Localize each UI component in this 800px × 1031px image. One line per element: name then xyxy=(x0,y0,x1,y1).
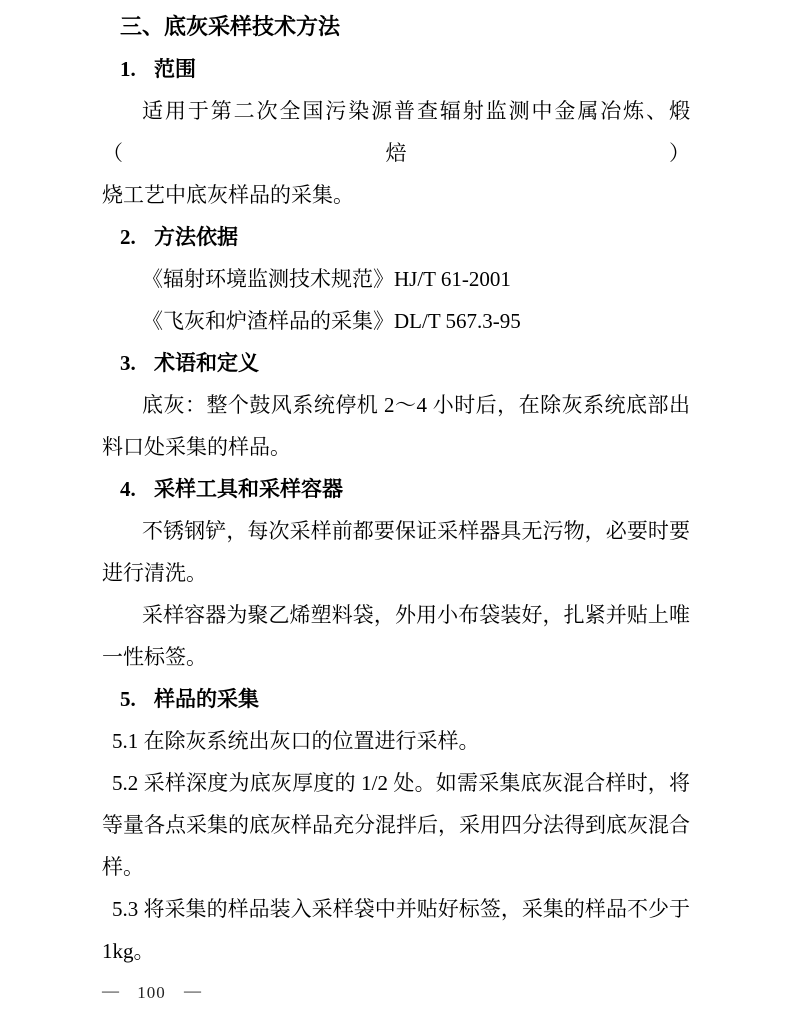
section-title: 采样工具和采样容器 xyxy=(154,477,343,501)
section-title: 术语和定义 xyxy=(154,351,259,375)
paragraph-line: 料口处采集的样品。 xyxy=(102,435,291,459)
section-title: 方法依据 xyxy=(154,225,238,249)
section-5-heading xyxy=(102,678,690,720)
section-terms-definitions xyxy=(102,342,690,468)
document-title: 三、底灰采样技术方法 xyxy=(120,14,341,39)
section-2-heading xyxy=(102,216,690,258)
section-number: 2. xyxy=(120,225,136,249)
footer-dash-right: — xyxy=(184,981,201,1000)
paragraph-line: 底灰：整个鼓风系统停机 2～4 小时后，在除灰系统底部出 xyxy=(142,393,690,417)
reference-line: 《飞灰和炉渣样品的采集》DL/T 567.3-95 xyxy=(142,309,521,333)
clause-line: 5.3 将采集的样品装入采样袋中并贴好标签，采集的样品不少于 xyxy=(112,897,690,921)
clause-line: 5.1 在除灰系统出灰口的位置进行采样。 xyxy=(112,729,480,753)
section-1-heading xyxy=(102,48,690,90)
section-scope xyxy=(102,48,690,216)
paragraph-line: 烧工艺中底灰样品的采集。 xyxy=(102,183,354,207)
reference-line: 《辐射环境监测技术规范》HJ/T 61-2001 xyxy=(142,267,511,291)
paragraph-line: 进行清洗。 xyxy=(102,561,207,585)
clause-line: 等量各点采集的底灰样品充分混拌后，采用四分法得到底灰混合 xyxy=(102,813,690,837)
clause-line: 1kg。 xyxy=(102,939,155,963)
paragraph-line: 适用于第二次全国污染源普查辐射监测中金属冶炼、煅（焙） xyxy=(102,99,690,165)
section-sample-collection xyxy=(102,678,690,972)
section-method-basis xyxy=(102,216,690,342)
section-number: 3. xyxy=(120,351,136,375)
section-tools-containers xyxy=(102,468,690,678)
clause-line: 样。 xyxy=(102,855,144,879)
section-4-heading xyxy=(102,468,690,510)
clause-line: 5.2 采样深度为底灰厚度的 1/2 处。如需采集底灰混合样时，将 xyxy=(112,771,690,795)
footer-dash-left: — xyxy=(102,981,119,1000)
page-footer xyxy=(0,982,800,1004)
section-3-heading xyxy=(102,342,690,384)
section-number: 5. xyxy=(120,687,136,711)
section-title: 范围 xyxy=(154,57,196,81)
paragraph-line: 采样容器为聚乙烯塑料袋，外用小布袋装好，扎紧并贴上唯 xyxy=(142,603,690,627)
paragraph-line: 不锈钢铲，每次采样前都要保证采样器具无污物，必要时要 xyxy=(142,519,690,543)
paragraph-line: 一性标签。 xyxy=(102,645,207,669)
section-number: 1. xyxy=(120,57,136,81)
section-number: 4. xyxy=(120,477,136,501)
page-number: 100 xyxy=(137,983,166,1002)
section-title: 样品的采集 xyxy=(154,687,259,711)
